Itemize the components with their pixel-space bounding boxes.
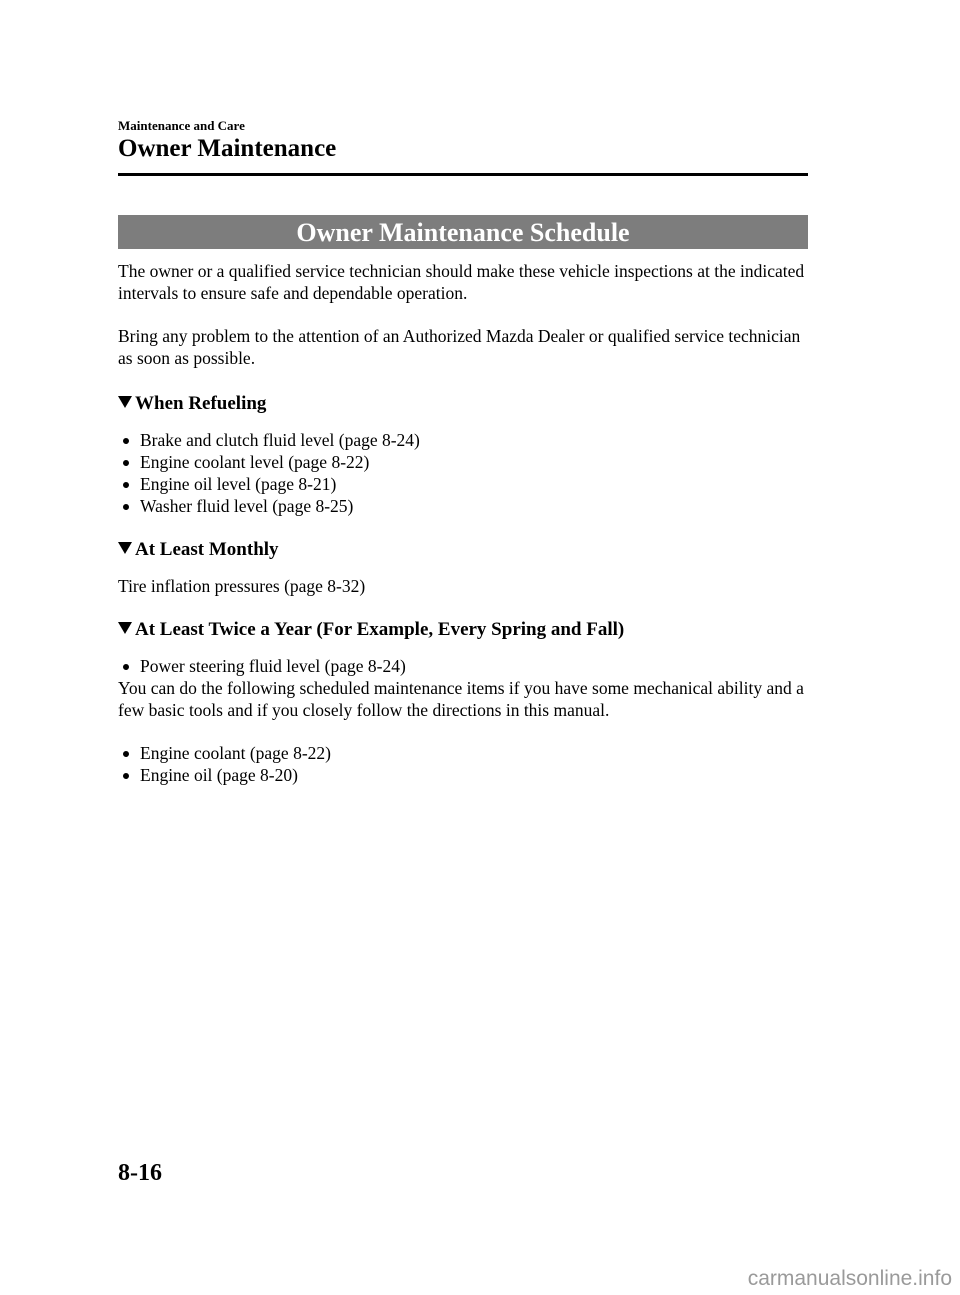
bullet-icon (123, 438, 129, 444)
bullet-icon (123, 482, 129, 488)
twice-year-list (118, 655, 808, 677)
list-item: Power steering fluid level (page 8-24) (118, 655, 808, 677)
heading-text: At Least Twice a Year (For Example, Every Spring and Fall) (135, 619, 625, 640)
list-item: Engine coolant (page 8-22) (118, 742, 808, 764)
list-item: Washer fluid level (page 8-25) (118, 495, 808, 517)
page-content (118, 260, 808, 786)
heading-at-least-monthly (118, 539, 808, 561)
triangle-down-icon (118, 622, 132, 634)
intro-paragraph-1: The owner or a qualified service technician should make these vehicle inspections at the indicated intervals to ensure safe and dependable operation. (118, 261, 805, 303)
bullet-icon (123, 751, 129, 757)
heading-twice-a-year (118, 619, 808, 641)
list-item: Engine coolant level (page 8-22) (118, 451, 808, 473)
refueling-list (118, 429, 808, 517)
monthly-text: Tire inflation pressures (page 8-32) (118, 576, 366, 596)
list-item: Engine oil level (page 8-21) (118, 473, 808, 495)
bullet-icon (123, 460, 129, 466)
section-title: Owner Maintenance (118, 135, 337, 162)
maintenance-note: You can do the following scheduled maintenance items if you have some mechanical ability and a few basic tools and if you closely follow the directions in this manual. (118, 678, 804, 720)
page-number: 8-16 (118, 1160, 162, 1186)
watermark: carmanualsonline.info (747, 1267, 952, 1290)
heading-when-refueling (118, 393, 808, 415)
chapter-label: Maintenance and Care (118, 118, 245, 133)
bullet-icon (123, 773, 129, 779)
heading-text: At Least Monthly (135, 539, 279, 560)
schedule-banner: Owner Maintenance Schedule (118, 215, 808, 249)
list-item: Brake and clutch fluid level (page 8-24) (118, 429, 808, 451)
bullet-icon (123, 504, 129, 510)
heading-text: When Refueling (135, 393, 267, 414)
intro-paragraph-2: Bring any problem to the attention of an Authorized Mazda Dealer or qualified service technician as soon as possible. (118, 326, 801, 368)
triangle-down-icon (118, 396, 132, 408)
list-item: Engine oil (page 8-20) (118, 764, 808, 786)
triangle-down-icon (118, 542, 132, 554)
bullet-icon (123, 664, 129, 670)
header-rule (118, 173, 808, 176)
owner-items-list (118, 742, 808, 786)
